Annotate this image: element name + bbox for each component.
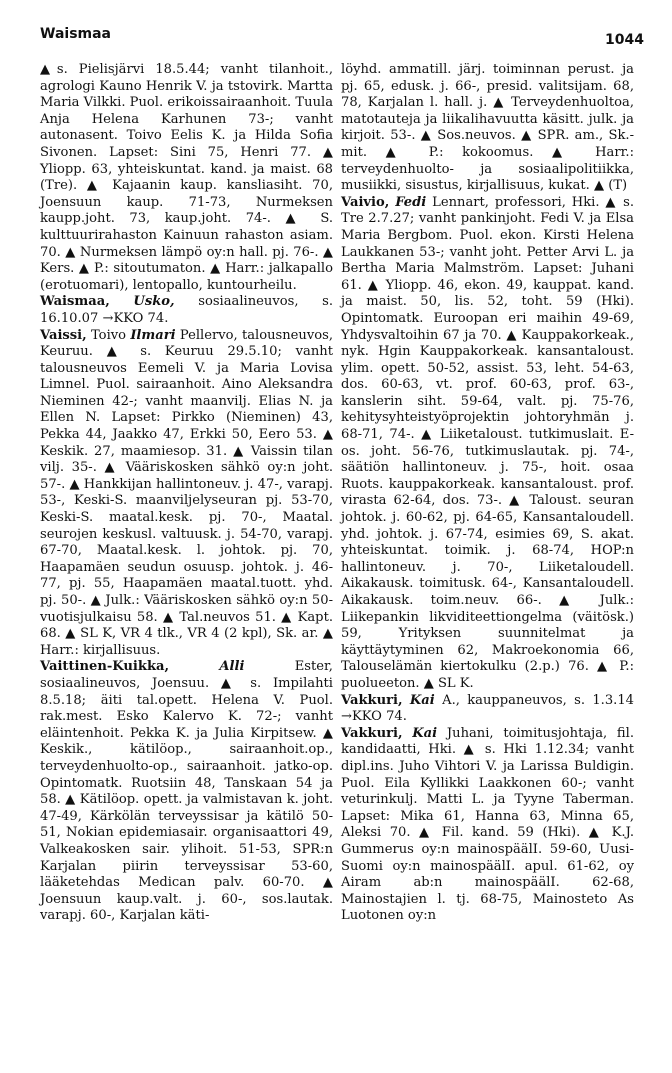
entry-surname: Vakkuri, [341, 692, 403, 708]
entry-vakkuri-kai-juhani [341, 726, 634, 925]
entry-text: Lennart, professori, Hki. ▲ s. Tre 2.7.27; vanht pankinjoht. Fedi V. ja Elsa Maria Bergbom. Puol. ekon. Kirsti Helena Laukkanen 53-; vanht joht. Petter Arvi L. ja Bertha Maria Malmström. Lapset: Juhani 61. ▲ Yliopp. 46, ekon. 49, kauppat. kand. ja maist. 50, lis. 52, toht. 59 (Hki). Opintomatk. Euroopan eri maihin 49-69, Yhdysvaltoihin 67 ja 70. ▲ Kauppakorkeak., nyk. Hgin Kauppakorkeak. kansantaloust. ylim. opett. 50-52, assist. 53, leht. 54-63, dos. 60-63, vt. prof. 60-63, prof. 63-, kanslerin siht. 59-64, valt. pj. 75-76, kehitysyhteistyöprojektin johtoryhmän j. 68-71, 74-. ▲ Liiketaloust. tutkimuslait. E-os. joht. 56-76, tutkimuslautak. pj. 74-, säätiön hallintoneuv. j. 75-, hoit. osaa Ruots. kauppakorkeak. kansantaloust. prof. virasta 62-64, dos. 73-. ▲ Taloust. seuran johtok. j. 60-62, pj. 64-65, Kansantaloudell. yhd. johtok. j. 67-74, esimies 69, S. akat. yhteiskuntat. toimik. j. 68-74, HOP:n hallintoneuv. j. 70-, Liiketaloudell. Aikakausk. toimitusk. 64-, Kansantaloudell. Aikakausk. toim.neuv. 66-. ▲ Julk.: Liikepankin likviditeettiongelma (väitösk.) 59, Yrityksen suunnitelmat ja käyttäytyminen 62, Makroekonomia 66, Talouselämän kiertokulku (2.p.) 76. ▲ P.: puolueeton. ▲ SL K. [341, 194, 634, 691]
entry-given-name: Kai [409, 692, 435, 708]
page-header [40, 26, 644, 50]
entry-surname: Waismaa, [40, 294, 110, 310]
entry-text: ▲s. Pielisjärvi 18.5.44; vanht tilanhoit., agrologi Kauno Henrik V. ja tstovirk. Martta Maria Vilkki. Puol. erikoissairaanhoit. Tuula Anja Helena Karhunen 73-; vanht autonasent. Toivo Eelis K. ja Hilda Sofia Sivonen. Lapset: Sini 75, Henri 77. ▲ Yliopp. 63, yhteiskuntat. kand. ja maist. 68 (Tre). ▲ Kajaanin kaup. kansliasiht. 70, Joensuun kaup. 71-73, Nurmeksen kaupp.joht. 73, kaup.joht. 74-. ▲ S. kulttuurirahaston Kainuun rahaston asiam. 70. ▲ Nurmeksen lämpö oy:n hall. pj. 76-. ▲ Kers. ▲ P.: sitoutumaton. ▲ Harr.: jalkapallo (erotuomari), lentopallo, kuntourheilu. [40, 62, 333, 293]
entry-given-name: Usko, [133, 294, 175, 310]
entry-waismaa-usko [40, 294, 333, 327]
entry-text: Juhani, toimitusjohtaja, fil. kandidaatti, Hki. ▲ s. Hki 1.12.34; vanht dipl.ins. Juho Vihtori V. ja Larissa Buldigin. Puol. Eila Kyllikki Laakkonen 60-; vanht veturinkulj. Matti L. ja Tyyne Taberman. Lapset: Mika 61, Hanna 63, Minna 65, Aleksi 70. ▲ Fil. kand. 59 (Hki). ▲ K.J. Gummerus oy:n mainospäälI. 59-60, Uusi-Suomi oy:n mainospäälI. apul. 61-62, oy Airam ab:n mainospäälI. 62-68, Mainostajien l. tj. 68-75, Mainosteto As Luotonen oy:n [341, 725, 634, 924]
entry-given-name: Ilmari [130, 327, 176, 343]
entry-surname: Vaissi, [40, 327, 87, 343]
entry-given-name: Alli [219, 659, 245, 675]
entry-surname: Vaivio, [341, 194, 390, 210]
entry-given-name: Kai [412, 725, 438, 741]
page-number: 1044 [605, 32, 644, 48]
entry-text: Pellervo, talousneuvos, Keuruu. ▲ s. Keuruu 29.5.10; vanht talousneuvos Eemeli V. ja Maria Lovisa Limnel. Puol. sairaanhoit. Aino Aleksandra Nieminen 42-; vanht maanvilj. Elias N. ja Ellen N. Lapset: Pirkko (Nieminen) 43, Pekka 44, Jaakko 47, Erkki 50, Eero 53. ▲ Keskik. 27, maamiesop. 31. ▲ Vaissin tilan vilj. 35-. ▲ Vääriskosken sähkö oy:n joht. 57-. ▲ Hankkijan hallintoneuv. j. 47-, varapj. 53-, Keski-S. maanviljelyseuran pj. 53-70, Keski-S. maatal.kesk. pj. 70-, Maatal. seurojen keskusl. valtuusk. j. 54-70, varapj. 67-70, Maatal.kesk. l. johtok. pj. 70, Haapamäen seudun osuusp. johtok. j. 46-77, pj. 55, Haapamäen maatal.tuott. yhd. pj. 50-. ▲ Julk.: Vääriskosken sähkö oy:n 50-vuotisjulkaisu 58. ▲ Tal.neuvos 51. ▲ Kapt. 68. ▲ SL K, VR 4 tlk., VR 4 (2 kpl), Sk. ar. ▲ Harr.: kirjallisuus. [40, 327, 334, 658]
entry-first-name: Toivo [90, 327, 127, 343]
right-column [341, 62, 634, 925]
entry-continued [40, 62, 333, 294]
entry-text: löyhd. ammatill. järj. toiminnan perust. ja pj. 65, edusk. j. 66-, presid. valitsijam. 68, 78, Karjalan l. hall. j. ▲ Terveydenhuoltoa, matotauteja ja liikalihavuutta käsitt. julk. ja kirjoit. 53-. ▲ Sos.neuvos. ▲ SPR. am., Sk.-mit. ▲ P.: kokoomus. ▲ Harr.: terveydenhuolto- ja sosiaalipolitiikka, musiikki, sisustus, kirjallisuus, kukat. ▲ (T) [341, 62, 634, 194]
entry-vakkuri-kai-a [341, 693, 634, 726]
entry-text: A., kauppaneuvos, s. 1.3.14 →KKO 74. [341, 692, 634, 725]
entry-continued [341, 62, 634, 195]
left-column [40, 62, 333, 925]
entry-surname: Vaittinen-Kuikka, [40, 659, 170, 675]
entry-surname: Vakkuri, [341, 725, 403, 741]
entry-given-name: Fedi [395, 194, 427, 210]
entry-vaissi [40, 328, 333, 660]
entry-text: sosiaalineuvos, s. 16.10.07 →KKO 74. [40, 294, 334, 326]
running-head: Waismaa [40, 26, 112, 42]
entry-vaittinen-kuikka [40, 659, 333, 925]
entry-text: Ester, sosiaalineuvos, Joensuu. ▲ s. Impilahti 8.5.18; äiti tal.opett. Helena V. Puol. rak.mest. Esko Kalervo K. 72-; vanht eläintenhoit. Pekka K. ja Julia Kirpitsew. ▲ Keskik., kätilöop., sairaanhoit.op., terveydenhuolto-op., sairaanhoit. jatko-op. Opintomatk. Ruotsiin 48, Tanskaan 54 ja 58. ▲ Kätilöop. opett. ja valmistavan k. joht. 47-49, Kärkölän terveyssisar ja kätilö 50-51, Nokian epidemiasair. organisaattori 49, Valkeakosken sair. ylihoit. 51-53, SPR:n Karjalan piirin terveyssisar 53-60, lääketehdas Medican palv. 60-70. ▲ Joensuun kaup.valt. j. 60-, sos.lautak. varapj. 60-, Karjalan käti- [40, 659, 333, 924]
entry-vaivio [341, 195, 634, 693]
